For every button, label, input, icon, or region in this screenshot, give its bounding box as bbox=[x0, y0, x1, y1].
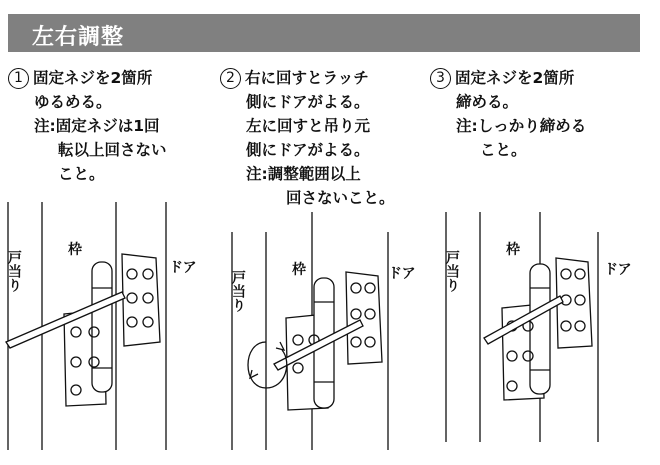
step-text-line: 右に回すとラッチ bbox=[245, 69, 369, 87]
step-number-badge: 1 bbox=[8, 68, 29, 89]
step-note-line: 注:固定ネジは1回 bbox=[34, 117, 160, 135]
step-note-line: こと。 bbox=[58, 165, 105, 183]
step-1-text bbox=[8, 66, 167, 186]
step-note-line: 転以上回さない bbox=[58, 141, 167, 159]
step-text-line: 締める。 bbox=[456, 93, 519, 111]
label-frame: 枠 bbox=[506, 242, 520, 258]
step-text-line: ゆるめる。 bbox=[34, 93, 112, 111]
step-note-line: 注:しっかり締める bbox=[456, 117, 587, 135]
step-number-badge: 3 bbox=[430, 68, 451, 89]
step-text-line: 側にドアがよる。 bbox=[246, 141, 370, 159]
label-jamb: 戸当り bbox=[6, 250, 22, 292]
step-text-line: 固定ネジを2箇所 bbox=[33, 69, 153, 87]
hinge-illustration-2 bbox=[228, 192, 440, 450]
label-frame: 枠 bbox=[68, 242, 82, 258]
step-text-line: 側にドアがよる。 bbox=[246, 93, 370, 111]
step-text-line: 固定ネジを2箇所 bbox=[455, 69, 575, 87]
section-title: 左右調整 bbox=[32, 25, 125, 50]
label-jamb: 戸当り bbox=[444, 250, 460, 292]
section-title-bar bbox=[8, 14, 640, 52]
step-2-text bbox=[220, 66, 395, 210]
step-text-line: 左に回すと吊り元 bbox=[246, 117, 371, 135]
step-note-line: こと。 bbox=[480, 141, 527, 159]
step-note-line: 注:調整範囲以上 bbox=[246, 165, 361, 183]
hinge-illustration-3 bbox=[442, 192, 654, 450]
step-note-line: 回さないこと。 bbox=[286, 189, 395, 207]
label-door: ドア bbox=[604, 262, 632, 278]
step-number-badge: 2 bbox=[220, 68, 241, 89]
label-jamb: 戸当り bbox=[230, 270, 246, 312]
label-door: ドア bbox=[388, 266, 416, 282]
hinge-illustration-1 bbox=[4, 192, 216, 450]
step-3-text bbox=[430, 66, 586, 162]
label-door: ドア bbox=[169, 260, 197, 276]
label-frame: 枠 bbox=[292, 262, 306, 278]
